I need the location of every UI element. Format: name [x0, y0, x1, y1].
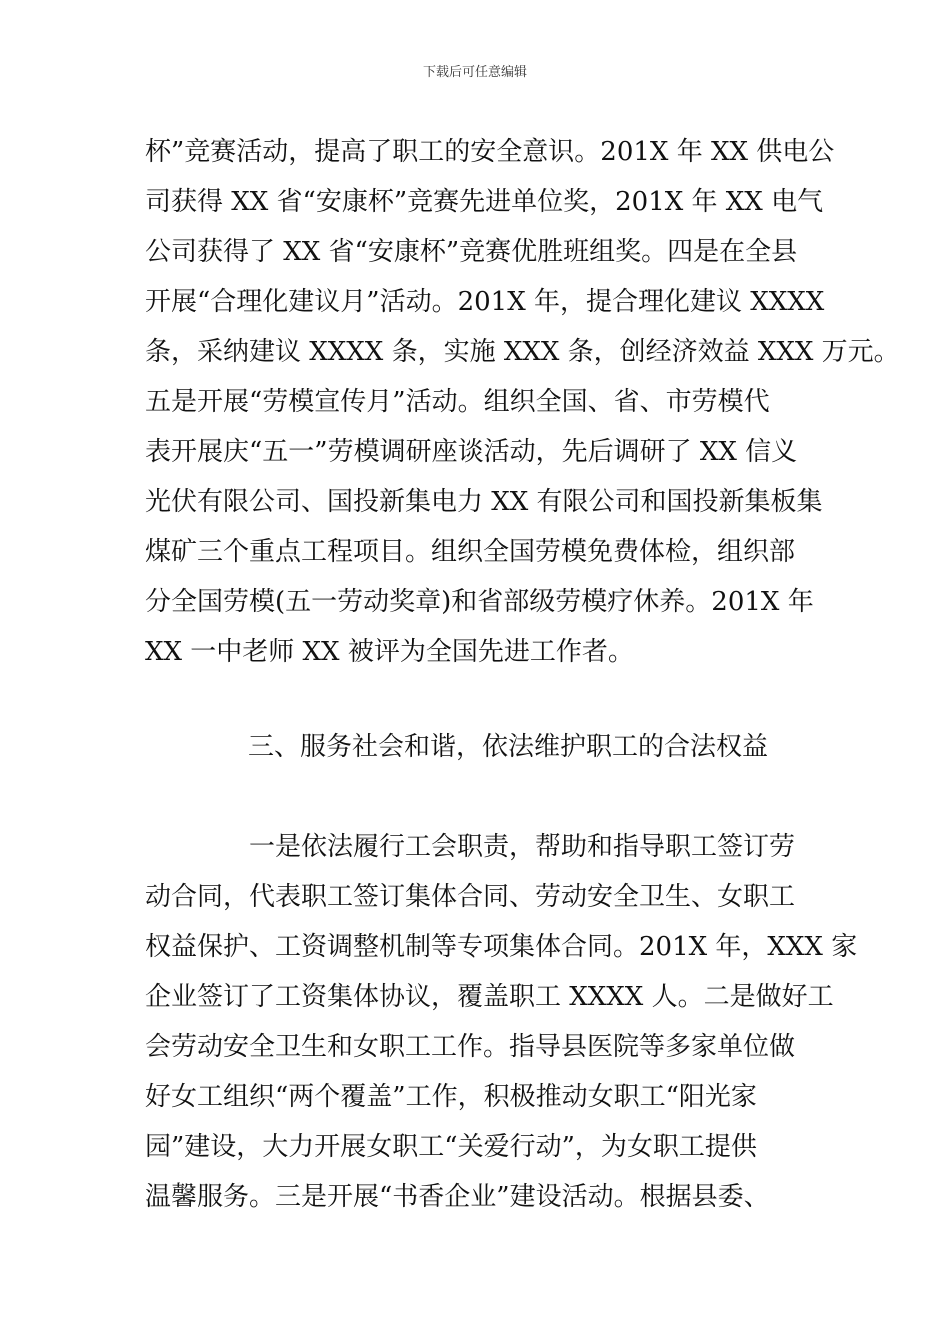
paragraph-1-line: 司获得 XX 省“安康杯”竞赛先进单位奖，201X 年 XX 电气	[145, 187, 824, 217]
paragraph-1-line: 五是开展“劳模宣传月”活动。组织全国、省、市劳模代	[145, 387, 770, 417]
paragraph-1-line: 光伏有限公司、国投新集电力 XX 有限公司和国投新集板集	[145, 487, 823, 517]
paragraph-1-line: 开展“合理化建议月”活动。201X 年，提合理化建议 XXXX	[145, 287, 825, 317]
paragraph-2-line: 好女工组织“两个覆盖”工作，积极推动女职工“阳光家	[145, 1082, 757, 1112]
paragraph-1-line: 表开展庆“五一”劳模调研座谈活动，先后调研了 XX 信义	[145, 437, 798, 467]
paragraph-2-line: 园”建设，大力开展女职工“关爱行动”，为女职工提供	[145, 1132, 757, 1162]
paragraph-1-line: 杯”竞赛活动，提高了职工的安全意识。201X 年 XX 供电公	[145, 137, 835, 167]
paragraph-1-line: 条，采纳建议 XXXX 条，实施 XXX 条，创经济效益 XXX 万元。	[145, 337, 900, 367]
page-header: 下载后可任意编辑	[422, 65, 527, 80]
paragraph-1-line: 分全国劳模(五一劳动奖章)和省部级劳模疗休养。201X 年	[145, 587, 814, 617]
paragraph-1-line: 煤矿三个重点工程项目。组织全国劳模免费体检，组织部	[145, 537, 796, 567]
paragraph-1-line: 公司获得了 XX 省“安康杯”竞赛优胜班组奖。四是在全县	[145, 237, 798, 267]
paragraph-2-line: 会劳动安全卫生和女职工工作。指导县医院等多家单位做	[145, 1032, 796, 1062]
paragraph-2-line: 温馨服务。三是开展“书香企业”建设活动。根据县委、	[145, 1182, 770, 1212]
paragraph-2-line: 动合同，代表职工签订集体合同、劳动安全卫生、女职工	[145, 882, 796, 912]
paragraph-2-line: 权益保护、工资调整机制等专项集体合同。201X 年，XXX 家	[145, 932, 858, 962]
paragraph-2-line: 一是依法履行工会职责，帮助和指导职工签订劳	[249, 832, 796, 862]
paragraph-2-line: 企业签订了工资集体协议，覆盖职工 XXXX 人。二是做好工	[145, 982, 834, 1012]
section-heading: 三、服务社会和谐，依法维护职工的合法权益	[248, 732, 769, 762]
paragraph-1-line: XX 一中老师 XX 被评为全国先进工作者。	[145, 637, 634, 667]
